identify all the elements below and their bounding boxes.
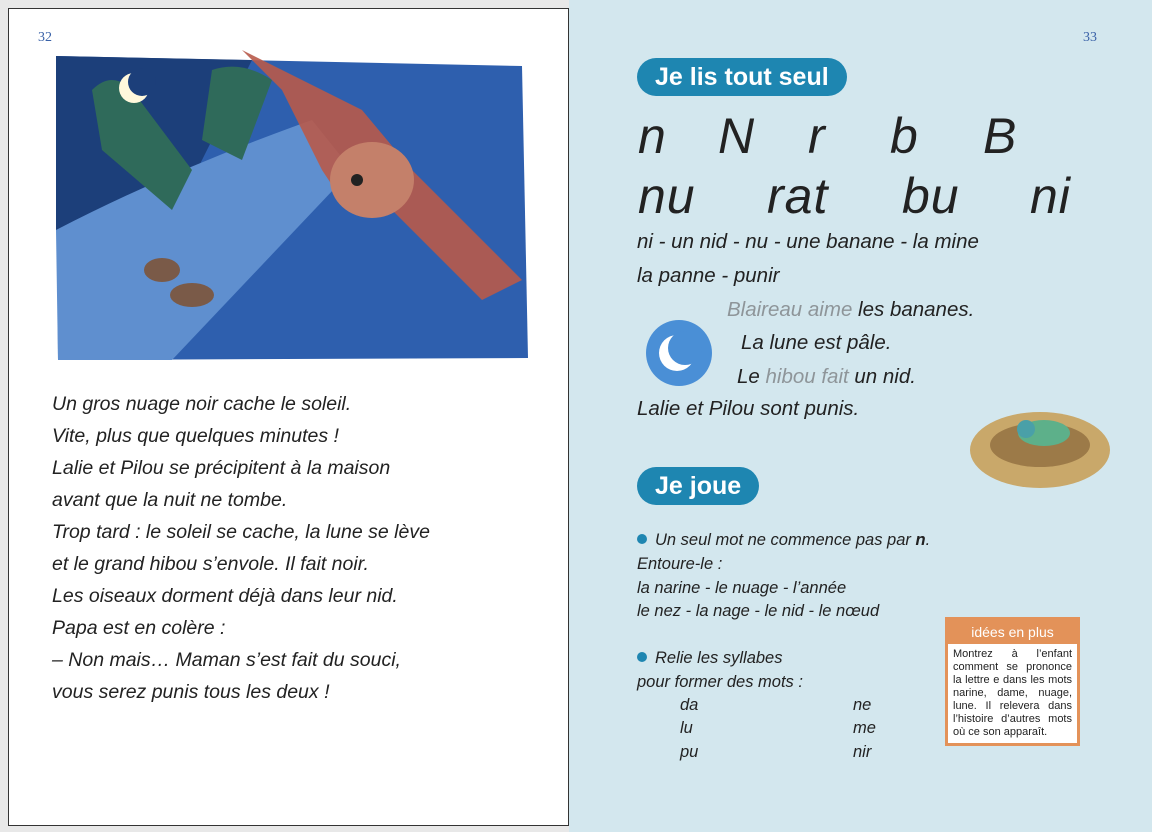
bullet-icon [637, 652, 647, 662]
letter: n [638, 108, 667, 164]
story-line: Papa est en colère : [52, 617, 226, 639]
exercise-2-instruction [637, 648, 782, 668]
bullet-icon [637, 534, 647, 544]
story-line: – Non mais… Maman s’est fait du souci, [52, 649, 401, 671]
text: n [915, 531, 926, 549]
highlight: Blaireau aime [727, 298, 853, 321]
syllable-right: me [853, 719, 876, 737]
syllable: rat [767, 168, 829, 224]
text: un nid. [848, 365, 916, 388]
text: Un seul mot ne commence pas par [655, 531, 916, 549]
syllable-right: nir [853, 743, 872, 761]
story-line: avant que la nuit ne tombe. [52, 489, 288, 511]
story-line: Lalie et Pilou se précipitent à la maison [52, 457, 391, 479]
page-number-right: 33 [1083, 30, 1097, 45]
words-line: ni - un nid - nu - une banane - la mine [637, 230, 979, 253]
exercise-text: la narine - le nuage - l’année [637, 579, 847, 597]
syllable-left: pu [680, 743, 699, 761]
exercise-text: Entoure-le : [637, 555, 723, 573]
syllable: nu [638, 168, 696, 224]
sentence-2: La lune est pâle. [741, 331, 892, 354]
syllable-right: ne [853, 696, 872, 714]
text: Le [737, 365, 766, 388]
ideas-box [945, 617, 1080, 746]
story-line: Les oiseaux dorment déjà dans leur nid. [52, 585, 398, 607]
text: . [925, 531, 931, 549]
moon-icon [644, 318, 714, 388]
night-owl-illustration [52, 30, 532, 362]
letter: N [718, 108, 756, 164]
highlight: hibou fait [765, 365, 849, 388]
story-line: Vite, plus que quelques minutes ! [52, 425, 339, 447]
exercise-1-instruction [637, 530, 930, 550]
story-text [52, 388, 430, 708]
section-title-je-lis: Je lis tout seul [637, 58, 847, 96]
ideas-box-title: idées en plus [948, 620, 1077, 644]
syllable: ni [1030, 168, 1071, 224]
letter: r [808, 108, 826, 164]
sentence-3 [737, 365, 916, 389]
ideas-box-text: Montrez à l’enfant comment se prononce la lettre e dans les mots narine, dame, nuage, lune. Il relevera dans l’histoire d’autres mots où ce son apparaît. [953, 648, 1072, 738]
story-line: Un gros nuage noir cache le soleil. [52, 393, 352, 415]
story-line: Trop tard : le soleil se cache, la lune se lève [52, 521, 430, 543]
text: Relie les syllabes [655, 649, 783, 667]
story-line: vous serez punis tous les deux ! [52, 681, 330, 703]
words-line: la panne - punir [637, 264, 780, 287]
page-number-left: 32 [38, 30, 52, 45]
section-title-je-joue: Je joue [637, 467, 759, 505]
letter: b [890, 108, 919, 164]
letter: B [983, 108, 1018, 164]
syllable: bu [902, 168, 960, 224]
syllable-left: da [680, 696, 699, 714]
sentence-4: Lalie et Pilou sont punis. [637, 397, 860, 420]
exercise-text: pour former des mots : [637, 673, 803, 691]
sentence-1 [727, 298, 974, 322]
text: les bananes. [852, 298, 975, 321]
story-line: et le grand hibou s’envole. Il fait noir. [52, 553, 369, 575]
exercise-text: le nez - la nage - le nid - le nœud [637, 602, 880, 620]
bird-nest-illustration [966, 405, 1114, 497]
syllable-left: lu [680, 719, 693, 737]
